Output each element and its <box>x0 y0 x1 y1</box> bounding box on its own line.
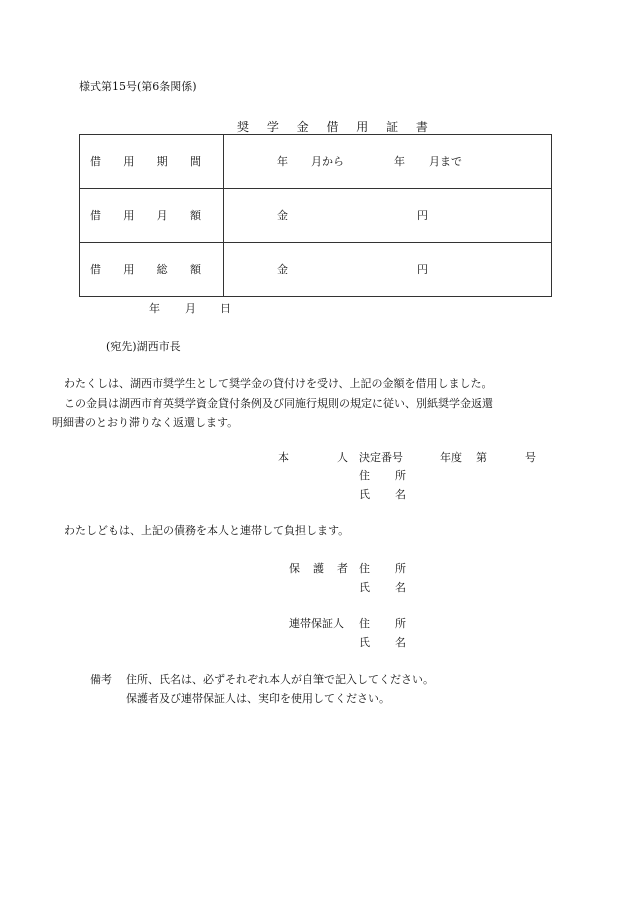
label-loan-period: 借 用 期 間 <box>80 135 224 189</box>
date-day: 日 <box>220 302 231 315</box>
value-total-amount[interactable]: 金 円 <box>224 243 552 297</box>
value-monthly-amount[interactable]: 金 円 <box>224 189 552 243</box>
joint-guarantor-label: 連帯保証人 <box>289 617 344 630</box>
notes-label: 備考 <box>90 673 112 686</box>
number-dai-label: 第 <box>476 451 487 464</box>
joint-guarantor-name-label-2: 名 <box>395 636 406 649</box>
fiscal-year-label: 年度 <box>440 451 462 464</box>
joint-guarantor-name-label-1: 氏 <box>359 636 370 649</box>
label-total-amount: 借 用 総 額 <box>80 243 224 297</box>
value-loan-period[interactable]: 年 月から 年 月まで <box>224 135 552 189</box>
form-number: 様式第15号(第6条関係) <box>79 80 197 93</box>
guardian-name-label-2: 名 <box>395 581 406 594</box>
label-monthly-amount: 借 用 月 額 <box>80 189 224 243</box>
decision-number-label: 決定番号 <box>359 451 403 464</box>
borrower-label-2: 人 <box>337 451 348 464</box>
notes-line-1: 住所、氏名は、必ずそれぞれ本人が自筆で記入してください。 <box>126 673 434 686</box>
guardian-address-label-1: 住 <box>359 562 370 575</box>
table-row-total-amount <box>80 243 552 297</box>
borrower-address-label-2: 所 <box>395 469 406 482</box>
joint-guarantor-address-label-2: 所 <box>395 617 406 630</box>
document-title: 奨 学 金 借 用 証 書 <box>237 120 435 134</box>
guardian-label-1: 保 <box>289 562 300 575</box>
guardian-label-3: 者 <box>337 562 348 575</box>
guardian-address-label-2: 所 <box>395 562 406 575</box>
borrower-address-label-1: 住 <box>359 469 370 482</box>
guardian-label-2: 護 <box>313 562 324 575</box>
borrower-label-1: 本 <box>278 451 289 464</box>
notes-line-2: 保護者及び連帯保証人は、実印を使用してください。 <box>126 692 390 705</box>
loan-details-table <box>79 134 552 297</box>
date-month: 月 <box>185 302 196 315</box>
date-year: 年 <box>149 302 160 315</box>
borrower-name-label-1: 氏 <box>359 488 370 501</box>
guarantor-statement: わたしどもは、上記の債務を本人と連帯して負担します。 <box>64 524 350 537</box>
repayment-statement-line2: 明細書のとおり滞りなく返還します。 <box>52 416 239 429</box>
guardian-name-label-1: 氏 <box>359 581 370 594</box>
addressee: (宛先)湖西市長 <box>106 340 181 353</box>
borrowing-statement: わたくしは、湖西市奨学生として奨学金の貸付けを受け、上記の金額を借用しました。 <box>64 377 493 390</box>
number-go-label: 号 <box>525 451 536 464</box>
table-row-monthly-amount <box>80 189 552 243</box>
repayment-statement-line1: この金員は湖西市育英奨学資金貸付条例及び同施行規則の規定に従い、別紙奨学金返還 <box>64 397 493 410</box>
table-row-loan-period <box>80 135 552 189</box>
joint-guarantor-address-label-1: 住 <box>359 617 370 630</box>
borrower-name-label-2: 名 <box>395 488 406 501</box>
